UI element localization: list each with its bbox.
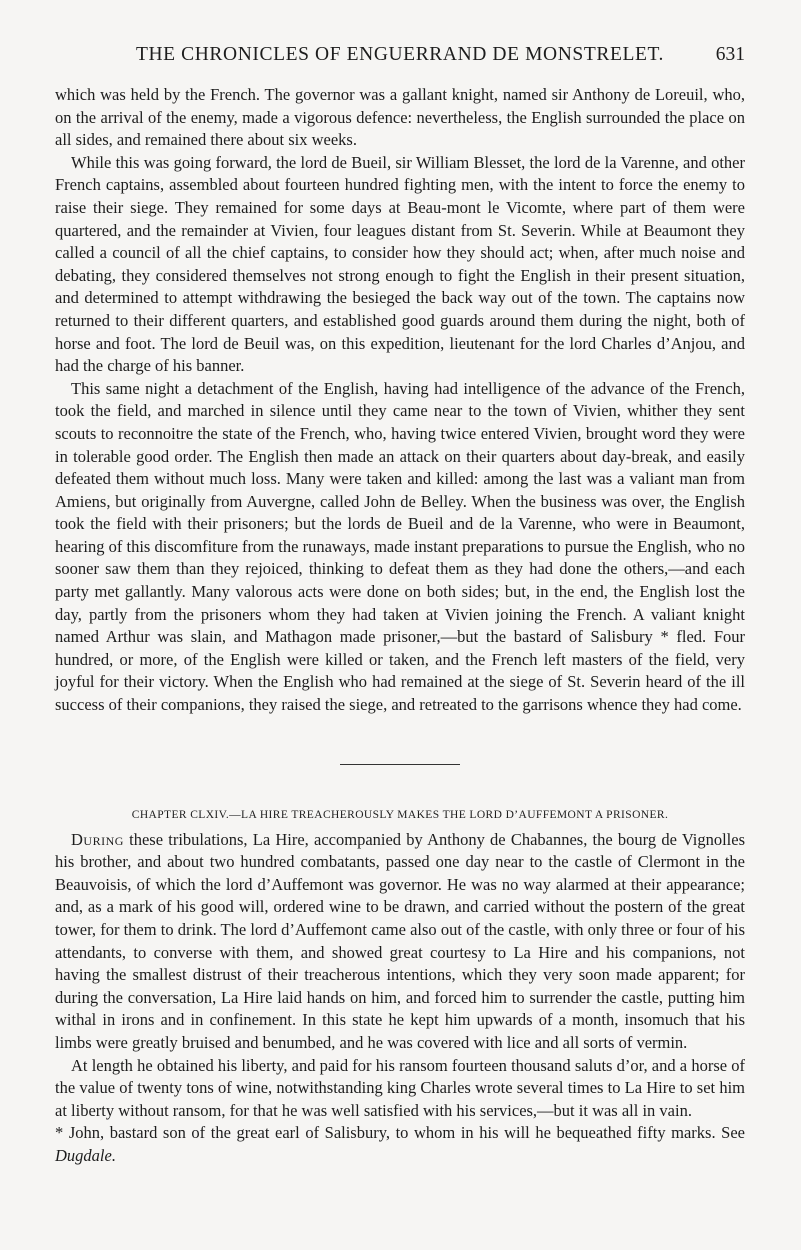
paragraph-battle-vivien: This same night a detachment of the English, having had intelligence of the advance of the French, took the field, and marched in silence until they came near to the town of Vivien, whither they sent scouts to reconnoitre the state of the French, who, having twice entered Vivien, brought word they were in tolerable good order. The English then made an attack on their quarters about day-break, and easily defeated them without much loss. Many were taken and killed: among the last was a valiant man from Amiens, but originally from Auvergne, called John de Belley. When the business was over, the English took the field with their prisoners; but the lords de Bueil and de la Varenne, who were in Beaumont, hearing of this discomfiture from the runaways, made instant preparations to pursue the English, who no sooner saw them than they rejoiced, thinking to defeat them as they had done the others,—and each party met gallantly. Many valorous acts were done on both sides; but, in the end, the English lost the day, partly from the prisoners whom they had taken at Vivien joining the French. A valiant knight named Arthur was slain, and Mathagon made prisoner,—but the bastard of Salisbury * fled. Four hundred, or more, of the English were killed or taken, and the French left masters of the field, very joyful for their victory. When the English who had remained at the siege of St. Severin heard of the ill success of their companions, they raised the siege, and retreated to the garrisons whence they had come.: [55, 378, 745, 715]
page-number: 631: [715, 44, 745, 65]
book-page: [55, 44, 745, 1234]
footnote-citation: Dugdale.: [55, 1145, 116, 1165]
footnote-text: * John, bastard son of the great earl of Salisbury, to whom in his will he bequeathed fifty marks. See: [55, 1123, 745, 1143]
paragraph-continued: which was held by the French. The governor was a gallant knight, named sir Anthony de Loreuil, who, on the arrival of the enemy, made a vigorous defence: nevertheless, the English surrounded the place on all sides, and remained there about six weeks.: [55, 85, 745, 150]
running-header: [55, 44, 745, 84]
footnote: [55, 1122, 745, 1167]
body-text: [55, 84, 745, 1168]
running-title: THE CHRONICLES OF ENGUERRAND DE MONSTRELET.: [135, 44, 665, 65]
section-divider: [340, 764, 460, 765]
paragraph-la-hire: [55, 829, 745, 1055]
paragraph-ransom: At length he obtained his liberty, and paid for his ransom fourteen thousand saluts d’or, and a horse of the value of twenty tons of wine, notwithstanding king Charles wrote several times to La Hire to set him at liberty without ransom, for that he was well satisfied with his services,—but it was all in vain.: [55, 1055, 745, 1120]
chapter-heading: CHAPTER CLXIV.—LA HIRE TREACHEROUSLY MAKES THE LORD D’AUFFEMONT A PRISONER.: [131, 808, 669, 821]
paragraph-la-hire-text: these tribulations, La Hire, accompanied by Anthony de Chabannes, the bourg de Vignolles his brother, and about two hundred combatants, passed one day near to the castle of Clermont in the Beauvoisis, of which the lord d’Auffemont was governor. He was no way alarmed at their appearance; and, as a mark of his good will, ordered wine to be drawn, and carried without the postern of the great tower, for them to drink. The lord d’Auffemont came also out of the castle, with only three or four of his attendants, to converse with them, and showed great courtesy to La Hire and his companions, not having the smallest distrust of their treacherous intentions, which they very soon made apparent; for during the conversation, La Hire laid hands on him, and forced him to surrender the castle, putting him withal in irons and in confinement. In this state he kept him upwards of a month, insomuch that his limbs were greatly bruised and benumbed, and he was covered with lice and all sorts of vermin.: [55, 829, 745, 1052]
opening-word: During: [71, 829, 124, 849]
paragraph-french-captains: While this was going forward, the lord de Bueil, sir William Blesset, the lord de la Varenne, and other French captains, assembled about fourteen hundred fighting men, with the intent to force the enemy to raise their siege. They remained for some days at Beau-mont le Vicomte, where part of them were quartered, and the remainder at Vivien, four leagues distant from St. Severin. While at Beaumont they called a council of all the chief captains, to consider how they should act; when, after much noise and debating, they considered themselves not strong enough to fight the English in their present situation, and determined to attempt withdrawing the besieged the back way out of the town. The captains now returned to their different quarters, and established good guards around them during the night, both of horse and foot. The lord de Beuil was, on this expedition, lieutenant for the lord Charles d’Anjou, and had the charge of his banner.: [55, 152, 745, 376]
